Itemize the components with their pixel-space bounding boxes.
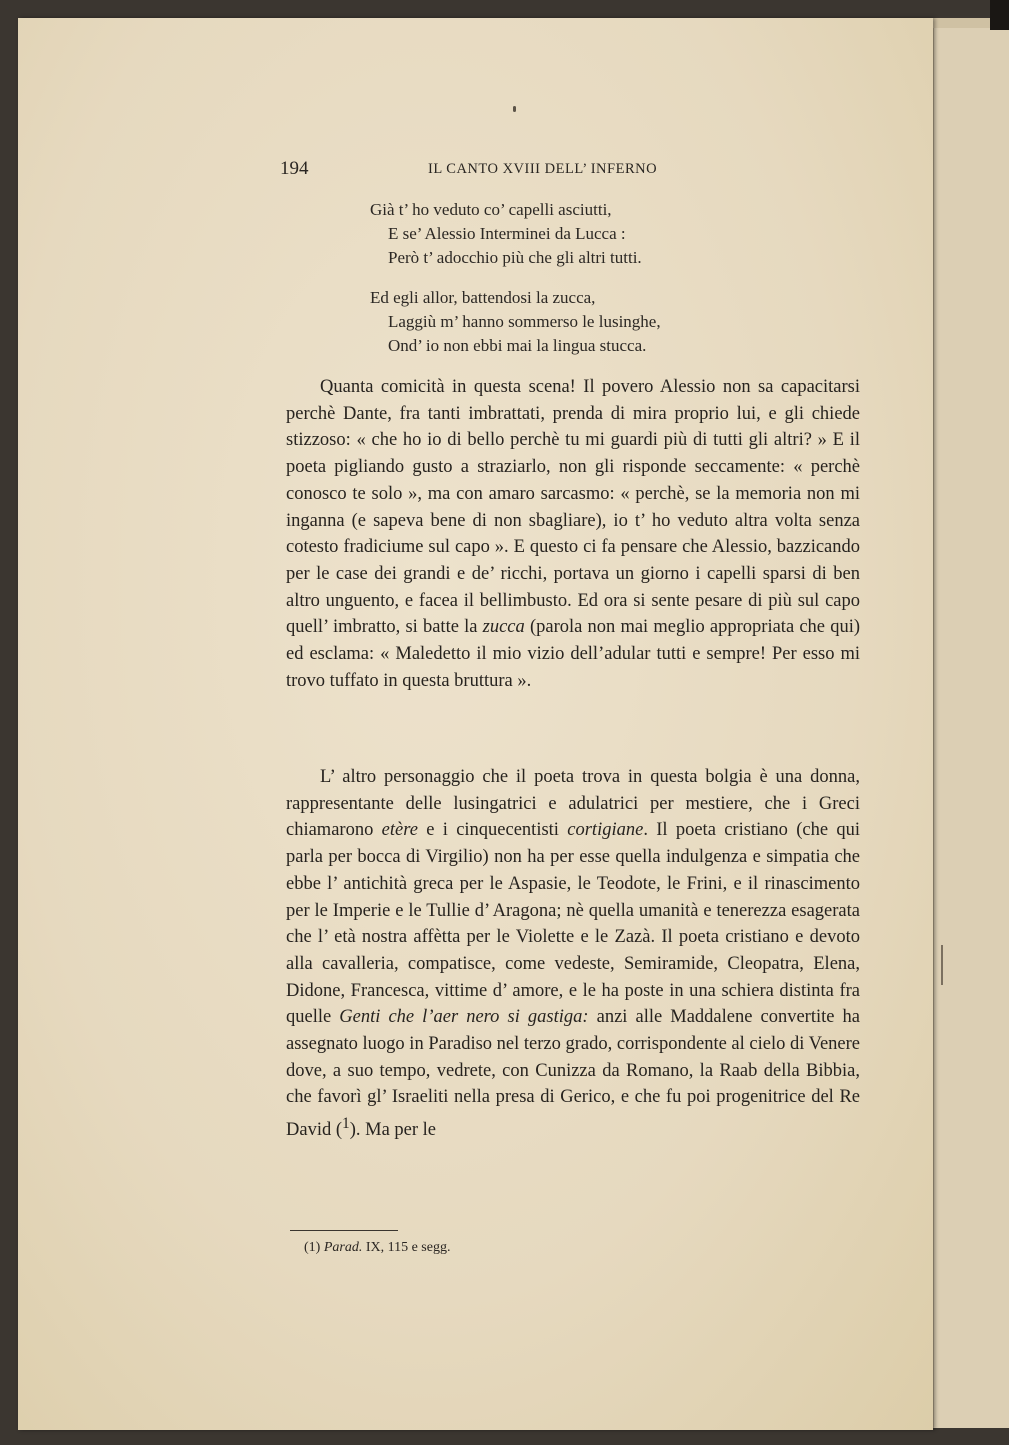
paragraph-text: e i cinquecentisti bbox=[417, 820, 568, 841]
verse-line: E se’ Alessio Interminei da Lucca : bbox=[388, 224, 626, 243]
footnote-reference: IX, 115 e segg. bbox=[365, 1240, 451, 1255]
scanner-corner bbox=[990, 0, 1009, 30]
verse-tercet bbox=[370, 198, 790, 270]
footnote bbox=[304, 1240, 450, 1256]
paragraph-text: (parola non mai meglio appropriata che qui) ed esclama: « Maledetto il mio vizio dell’adular tutti e sempre! Per esso mi trovo tuffato in questa bruttura ». bbox=[286, 617, 860, 691]
paragraph bbox=[286, 374, 860, 694]
verse-line: Laggiù m’ hanno sommerso le lusinghe, bbox=[388, 312, 661, 331]
page-number: 194 bbox=[280, 158, 309, 179]
italic-quote: Genti che l’aer nero si gastiga: bbox=[339, 1007, 589, 1028]
verse-line: Però t’ adocchio più che gli altri tutti. bbox=[388, 248, 642, 267]
page-blemish bbox=[513, 106, 516, 112]
verse-tercet bbox=[370, 286, 790, 358]
page-header bbox=[280, 158, 860, 182]
paragraph-text: anzi alle Maddalene convertite ha assegnato luogo in Paradiso nel terzo grado, corrispondente al cielo di Venere dove, a suo tempo, vedrete, con Cunizza da Romano, la Raab della Bibbia, che favorì gl’ Israeliti nella presa di Gerico, e che fu poi progenitrice del Re David ( bbox=[286, 1007, 861, 1141]
italic-term: zucca bbox=[482, 617, 525, 638]
footnote-divider bbox=[290, 1230, 398, 1231]
next-page-edge bbox=[933, 28, 1009, 1428]
paragraph-text: . Il poeta cristiano (che qui parla per bocca di Virgilio) non ha per esse quella indulgenza e simpatia che ebbe l’ antichità greca per le Aspasie, le Teodote, le Frini, e il rinascimento per le Imperie e le Tullie d’ Aragona; nè quella umanità e tenerezza esagerata che l’ età nostra affètta per le Violette e le Zazà. Il poeta cristiano e devoto alla cavalleria, compatisce, come vedeste, Semiramide, Cleopatra, Elena, Didone, Francesca, vittime d’ amore, e le ha poste in una schiera distinta fra quelle bbox=[286, 820, 860, 1028]
paragraph bbox=[286, 764, 860, 1144]
footnote-source: Parad. bbox=[323, 1240, 363, 1255]
page-crease bbox=[941, 945, 943, 985]
verse-line: Ond’ io non ebbi mai la lingua stucca. bbox=[388, 336, 647, 355]
running-head: IL CANTO XVIII DELL’ INFERNO bbox=[428, 161, 658, 177]
paragraph-text: L’ altro personaggio che il poeta trova in questa bolgia è una donna, rappresentante delle lusingatrici e adulatrici per mestiere, che i Greci chiamarono bbox=[286, 767, 860, 841]
verse-line: Ed egli allor, battendosi la zucca, bbox=[370, 288, 596, 307]
italic-term: cortigiane bbox=[567, 820, 644, 841]
paragraph-text: Quanta comicità in questa scena! Il povero Alessio non sa capacitarsi perchè Dante, fra tanti imbrattati, prenda di mira proprio lui, e gli chiede stizzoso: « che ho io di bello perchè tu mi guardi più di tutti gli altri? » E il poeta pigliando gusto a straziarlo, non gli risponde seccamente: « perchè conosco te solo », ma con amaro sarcasmo: « perchè, se la memoria non mi inganna (e sapeva bene di non sbagliare), io t’ ho veduto altra volta senza cotesto fradiciume sul capo ». E questo ci fa pensare che Alessio, bazzicando per le case dei grandi e de’ ricchi, portava un giorno i capelli sparsi di ben altro unguento, e facea il bellimbusto. Ed ora si sente pesare di più sul capo quell’ imbratto, si batte la bbox=[286, 377, 860, 638]
paragraph-text: ). Ma per le bbox=[349, 1120, 436, 1141]
footnote-number: (1) bbox=[304, 1240, 321, 1255]
verse-line: Già t’ ho veduto co’ capelli asciutti, bbox=[370, 200, 612, 219]
footnote-marker: 1 bbox=[342, 1115, 350, 1133]
italic-term: etère bbox=[381, 820, 418, 841]
